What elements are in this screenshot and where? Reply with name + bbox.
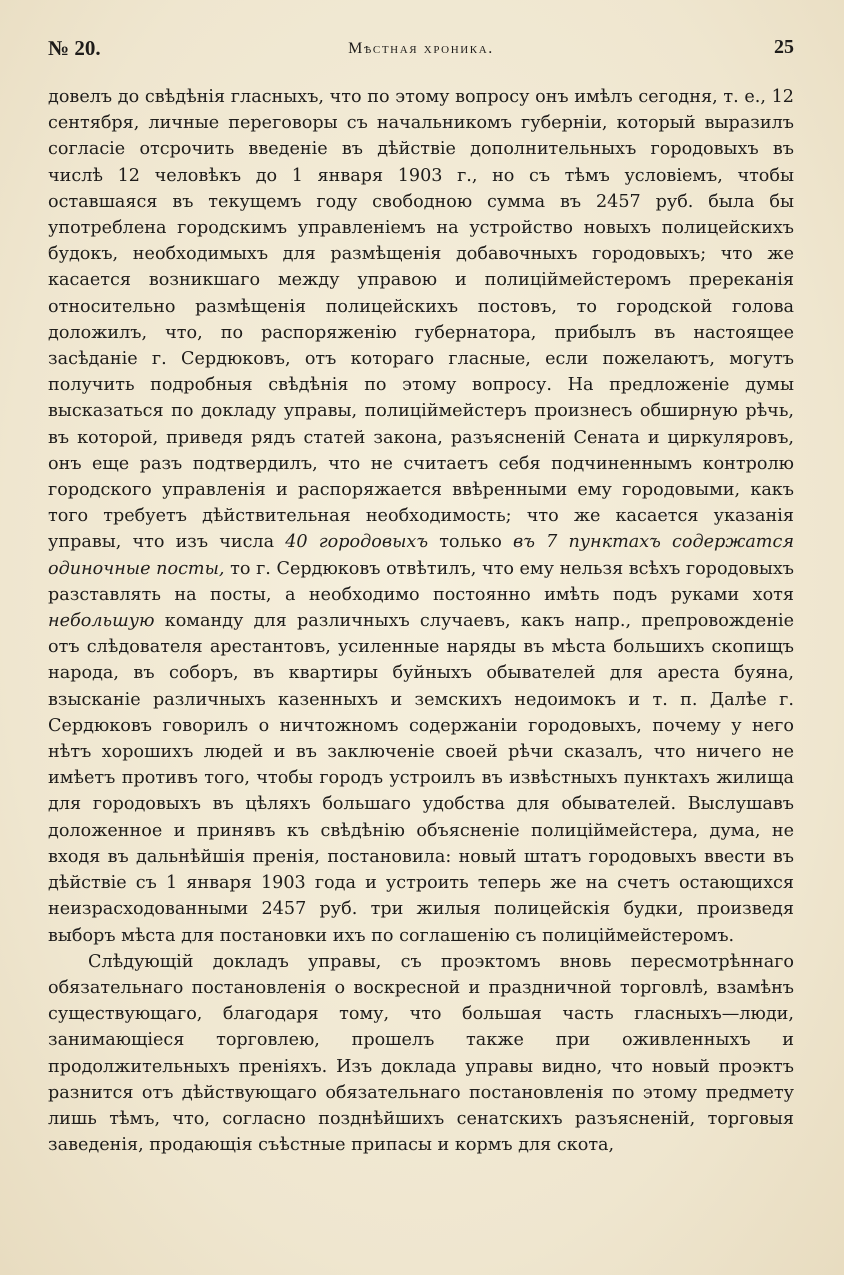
issue-number: № 20. bbox=[48, 36, 101, 60]
italic-segment: въ 7 пунктахъ содержатся одиночные посты, bbox=[48, 532, 794, 579]
article-body bbox=[48, 84, 794, 1158]
italic-segment: небольшую bbox=[48, 611, 155, 632]
text-segment: довелъ до свѣдѣнія гласныхъ, что по этому вопросу онъ имѣлъ сегодня, т. е., 12 сентября, личные переговоры съ начальникомъ губерніи, который выразилъ согласіе отсрочить введеніе въ дѣйствіе дополнительныхъ городовыхъ въ числѣ 12 человѣкъ до 1 января 1903 г., но съ тѣмъ условіемъ, чтобы оставшаяся въ текущемъ году свободною сумма въ 2457 руб. была бы употреблена городскимъ управленіемъ на устройство новыхъ полицейскихъ будокъ, необходимыхъ для размѣщенія добавочныхъ городовыхъ; что же касается возникшаго между управою и полиціймейстеромъ пререканія относительно размѣщенія полицейскихъ постовъ, то городской голова доложилъ, что, по распоряженію губернатора, прибылъ въ настоящее засѣданіе г. Сердюковъ, отъ котораго гласные, если пожелаютъ, могутъ получить подробныя свѣдѣнія по этому вопросу. На предложеніе думы высказаться по докладу управы, полиціймейстеръ произнесъ обширную рѣчь, въ которой, приведя рядъ статей закона, разъясненій Сената и циркуляровъ, онъ еще разъ подтвердилъ, что не считаетъ себя подчиненнымъ контролю городского управленія и распоряжается ввѣренными ему городовыми, какъ того требуетъ дѣйствительная необходимость; что же касается указанія управы, что изъ числа bbox=[48, 87, 794, 553]
paragraph bbox=[48, 949, 794, 1159]
page-header bbox=[48, 30, 794, 64]
page-number: 25 bbox=[774, 36, 794, 58]
text-segment: то г. Сердюковъ отвѣтилъ, что ему нельзя всѣхъ городовыхъ разставлять на посты, а необходимо постоянно имѣть подъ руками хотя bbox=[48, 558, 794, 605]
italic-segment: 40 городовыхъ bbox=[285, 532, 429, 553]
text-segment: команду для различныхъ случаевъ, какъ напр., препровожденіе отъ слѣдователя арестантовъ, усиленные наряды въ мѣста большихъ скопищъ народа, въ соборъ, въ квартиры буйныхъ обывателей для ареста буяна, взысканіе различныхъ казенныхъ и земскихъ недоимокъ и т. п. Далѣе г. Сердюковъ говорилъ о ничтожномъ содержаніи городовыхъ, почему у него нѣтъ хорошихъ людей и въ заключеніе своей рѣчи сказалъ, что ничего не имѣетъ противъ того, чтобы городъ устроилъ въ извѣстныхъ пунктахъ жилища для городовыхъ въ цѣляхъ большаго удобства для обывателей. Выслушавъ доложенное и принявъ къ свѣдѣнію объясненіе полиціймейстера, дума, не входя въ дальнѣйшія пренія, постановила: новый штатъ городовыхъ ввести въ дѣйствіе съ 1 января 1903 года и устроить теперь же на счетъ остающихся неизрасходованными 2457 руб. три жилыя полицейскія будки, произведя выборъ мѣста для постановки ихъ по соглашенію съ полиціймейстеромъ. bbox=[48, 611, 794, 946]
text-segment: только bbox=[428, 532, 514, 553]
paragraph bbox=[48, 84, 794, 949]
running-title: Мѣстная хроника. bbox=[348, 40, 494, 57]
text-segment: Слѣдующій докладъ управы, съ проэктомъ вновь пересмотрѣннаго обязательнаго постановленія о воскресной и праздничной торговлѣ, взамѣнъ существующаго, благодаря тому, что большая часть гласныхъ—люди, занимающіеся торговлею, прошелъ также при оживленныхъ и продолжительныхъ преніяхъ. Изъ доклада управы видно, что новый проэктъ разнится отъ дѣйствующаго обязательнаго постановленія по этому предмету лишь тѣмъ, что, согласно позднѣйшихъ сенатскихъ разъясненій, торговыя заведенія, продающія съѣстные припасы и кормъ для скота, bbox=[48, 951, 794, 1156]
